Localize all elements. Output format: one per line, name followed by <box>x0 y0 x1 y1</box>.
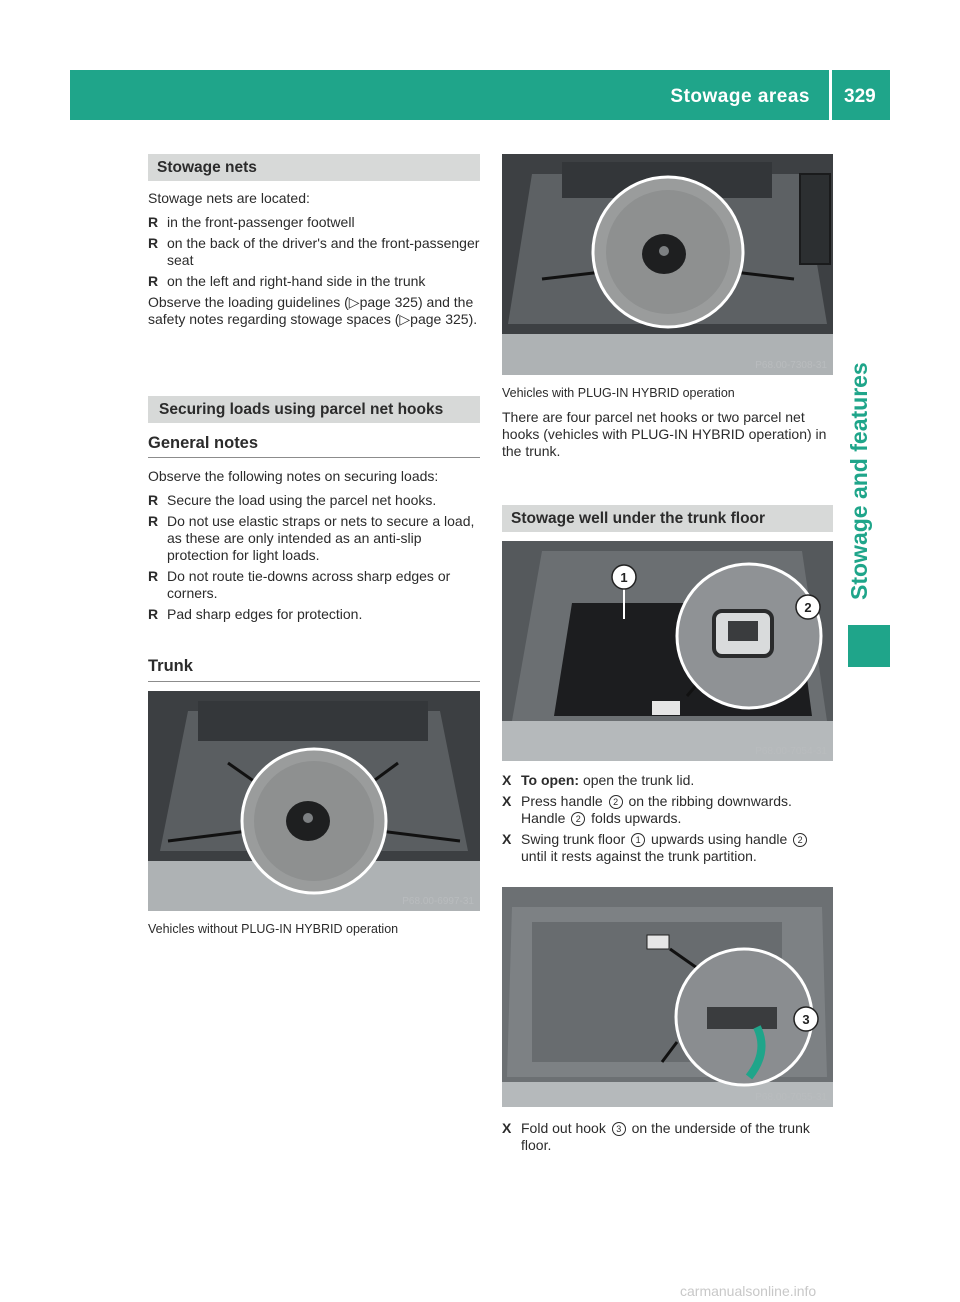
stowage-nets-section <box>148 190 480 328</box>
list-item: R on the back of the driver's and the front-passenger seat <box>148 235 480 268</box>
watermark: carmanualsonline.info <box>680 1283 817 1299</box>
list-item: R on the left and right-hand side in the trunk <box>148 273 426 289</box>
header-separator <box>829 70 832 120</box>
divider <box>148 681 480 682</box>
figure-code: P68.00-7054-31 <box>755 746 827 757</box>
callout-3: 3 <box>802 1012 810 1027</box>
stowage-well-heading: Stowage well under the trunk floor <box>502 505 833 532</box>
trunk-figure-image <box>148 691 480 911</box>
instruction-step: X Swing trunk floor 1 upwards using handle 2 until it rests against the trunk partition. <box>502 831 835 865</box>
securing-notes-section <box>148 468 480 623</box>
figure-code: P68.00-7055-31 <box>755 1092 827 1103</box>
page-ref-arrow-icon: ▷ <box>348 294 360 310</box>
figure-code: P68.00-6997-31 <box>402 896 474 907</box>
callout-ref: 2 <box>571 812 585 826</box>
stowage-nets-intro: Stowage nets are located: <box>148 190 310 206</box>
divider <box>148 457 480 458</box>
page-header-title: Stowage areas <box>670 86 810 107</box>
list-item: R Secure the load using the parcel net hooks. <box>148 492 437 508</box>
securing-intro: Observe the following notes on securing loads: <box>148 468 439 484</box>
list-item: R Do not use elastic straps or nets to secure a load, as these are only intended as an anti-slip protection for light loads. <box>148 513 475 563</box>
hook-step-section <box>502 1120 835 1154</box>
list-item: R in the front-passenger footwell <box>148 214 355 230</box>
figure-caption: Vehicles without PLUG-IN HYBRID operation <box>148 922 399 936</box>
instruction-step: X Press handle 2 on the ribbing downwards. Handle 2 folds upwards. <box>502 793 792 826</box>
page-reference-link[interactable]: page 325 <box>359 294 418 310</box>
instruction-step: X To open: open the trunk lid. <box>502 772 695 788</box>
instruction-step: X Fold out hook 3 on the underside of the trunk floor. <box>502 1120 810 1153</box>
callout-ref: 3 <box>612 1122 626 1136</box>
callout-1: 1 <box>620 570 628 585</box>
page-reference-link[interactable]: page 325 <box>410 311 469 327</box>
securing-loads-heading: Securing loads using parcel net hooks <box>148 396 480 423</box>
trunk-floor-hook-figure-image <box>502 887 833 1107</box>
hybrid-caption: Vehicles with PLUG-IN HYBRID operation <box>502 386 735 400</box>
page-number: 329 <box>844 86 876 107</box>
stowage-nets-note: Observe the loading guidelines (▷page 325) and the safety notes regarding stowage spaces (▷page 325). <box>148 294 478 327</box>
page-ref-arrow-icon: ▷ <box>399 311 411 327</box>
callout-ref: 2 <box>609 795 623 809</box>
side-tab-block <box>848 625 890 667</box>
list-item: R Pad sharp edges for protection. <box>148 606 363 622</box>
callout-2: 2 <box>804 600 812 615</box>
trunk-heading: Trunk <box>148 657 193 675</box>
stowage-nets-heading: Stowage nets <box>148 154 480 181</box>
open-steps-section <box>502 772 835 865</box>
callout-ref: 1 <box>631 833 645 847</box>
hybrid-description: There are four parcel net hooks or two parcel net hooks (vehicles with PLUG-IN HYBRID operation) in the trunk. <box>502 409 827 459</box>
list-item: R Do not route tie-downs across sharp edges or corners. <box>148 568 451 601</box>
stowage-well-figure-image <box>502 541 833 761</box>
callout-ref: 2 <box>793 833 807 847</box>
hybrid-trunk-figure-image <box>502 154 833 375</box>
general-notes-heading: General notes <box>148 434 259 452</box>
figure-code: P68.00-7308-31 <box>755 360 827 371</box>
